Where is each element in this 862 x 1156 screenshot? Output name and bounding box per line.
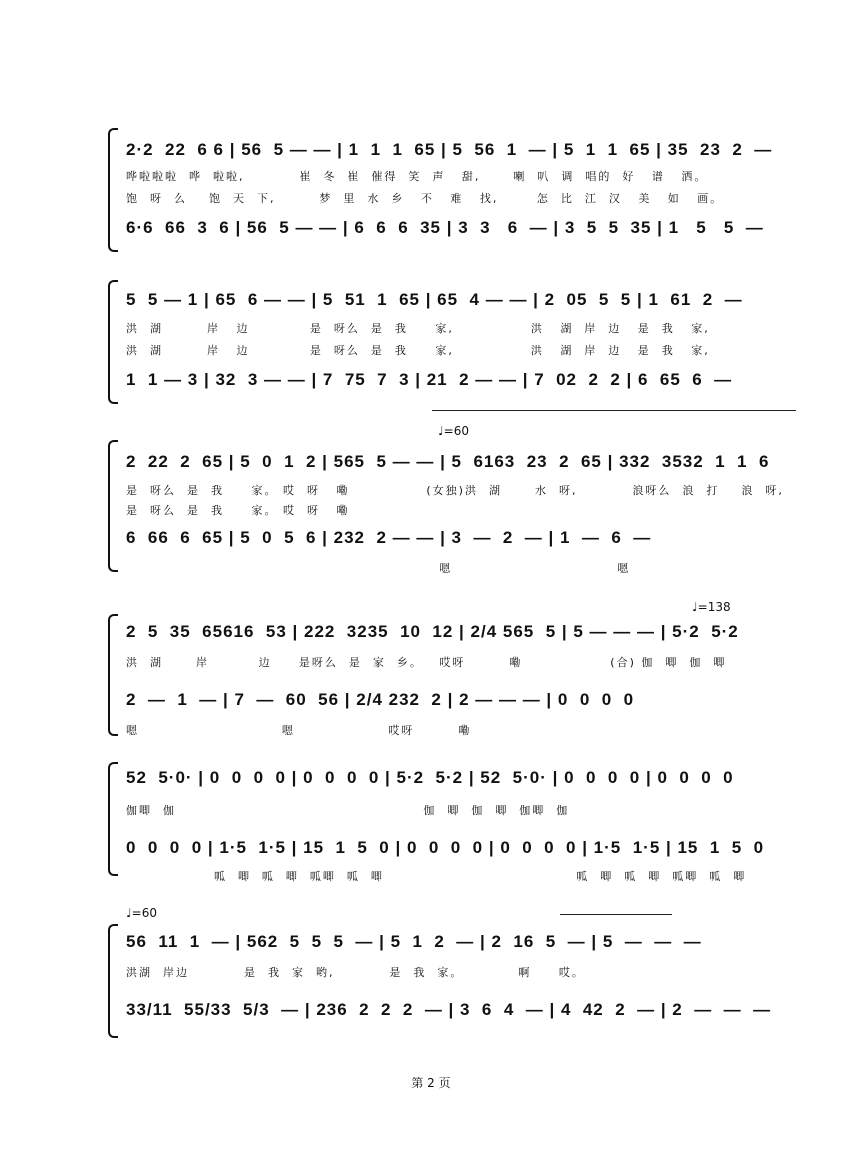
lyric-line-1: 洪 湖 岸 边 是 呀么 是 我 家, 洪 湖 岸 边 是 我 家, [126, 322, 710, 335]
score-system-1 [108, 128, 788, 250]
score-system-5 [108, 762, 788, 892]
system-brace [108, 614, 118, 736]
lower-voice-line: 6 66 6 65 | 5 0 5 6 | 232 2 — — | 3 — 2 — | 1 — 6 — [126, 528, 652, 547]
lower-voice-line: 0 0 0 0 | 1·5 1·5 | 15 1 5 0 | 0 0 0 0 | 0 0 0 0 | 1·5 1·5 | 15 1 5 0 [126, 838, 765, 857]
tempo-mark: ♩=60 [126, 906, 157, 920]
tempo-mark: ♩=138 [692, 600, 731, 614]
score-system-6 [108, 924, 788, 1044]
lyric-line-1: 是 呀么 是 我 家。 哎 呀 嘞 (女独)洪 湖 水 呀, 浪呀么 浪 打 浪 呀, [126, 484, 784, 497]
system-brace [108, 280, 118, 404]
system-brace [108, 924, 118, 1038]
section-line [432, 410, 796, 411]
lyric-line-1: 哗啦啦啦 哗 啦啦, 崔 冬 崔 催得 笑 声 甜, 喇 叭 调 唱的 好 谱 洒。 [126, 170, 708, 183]
lyric-line-3: 呱 唧 呱 唧 呱唧 呱 唧 呱 唧 呱 唧 呱唧 呱 唧 [126, 870, 747, 883]
tempo-mark: ♩=60 [438, 424, 469, 438]
page-number: 第 2 页 [411, 1076, 451, 1090]
score-system-3 [108, 440, 788, 588]
lyric-line-1: 洪湖 岸边 是 我 家 哟, 是 我 家。 啊 哎。 [126, 966, 585, 979]
lyric-line-3: 嗯 嗯 哎呀 嘞 [126, 724, 472, 737]
upper-voice-line: 2 22 2 65 | 5 0 1 2 | 565 5 — — | 5 6163 23 2 65 | 332 3532 1 1 6 [126, 452, 770, 471]
upper-voice-line: 52 5·0· | 0 0 0 0 | 0 0 0 0 | 5·2 5·2 | 52 5·0· | 0 0 0 0 | 0 0 0 0 [126, 768, 734, 787]
upper-voice-line: 56 11 1 — | 562 5 5 5 — | 5 1 2 — | 2 16 5 — | 5 — — — [126, 932, 702, 951]
lyric-line-1: 伽唧 伽 伽 唧 伽 唧 伽唧 伽 [126, 804, 570, 817]
lyric-line-2: 饱 呀 么 饱 天 下, 梦 里 水 乡 不 难 找, 怎 比 江 汉 美 如 画。 [126, 192, 724, 205]
lyric-line-1: 洪 湖 岸 边 是呀么 是 家 乡。 哎呀 嘞 (合) 伽 唧 伽 唧 [126, 656, 727, 669]
lower-voice-line: 2 — 1 — | 7 — 60 56 | 2/4 232 2 | 2 — — — | 0 0 0 0 [126, 690, 635, 709]
score-system-2 [108, 280, 788, 402]
lyric-line-2: 洪 湖 岸 边 是 呀么 是 我 家, 洪 湖 岸 边 是 我 家, [126, 344, 710, 357]
upper-voice-line: 5 5 — 1 | 65 6 — — | 5 51 1 65 | 65 4 — — | 2 05 5 5 | 1 61 2 — [126, 290, 743, 309]
score-system-4 [108, 614, 788, 744]
lower-voice-line: 1 1 — 3 | 32 3 — — | 7 75 7 3 | 21 2 — — | 7 02 2 2 | 6 65 6 — [126, 370, 733, 389]
system-brace [108, 440, 118, 572]
upper-voice-line: 2 5 35 65616 53 | 222 3235 10 12 | 2/4 565 5 | 5 — — — | 5·2 5·2 [126, 622, 739, 641]
lyric-line-3: 嗯 嗯 [126, 562, 631, 575]
lower-voice-line: 33/11 55/33 5/3 — | 236 2 2 2 — | 3 6 4 — | 4 42 2 — | 2 — — — [126, 1000, 772, 1019]
crescendo-line [560, 914, 672, 915]
lower-voice-line: 6·6 66 3 6 | 56 5 — — | 6 6 6 35 | 3 3 6 — | 3 5 5 35 | 1 5 5 — [126, 218, 764, 237]
upper-voice-line: 2·2 22 6 6 | 56 5 — — | 1 1 1 65 | 5 56 1 — | 5 1 1 65 | 35 23 2 — [126, 140, 773, 159]
lyric-line-2: 是 呀么 是 我 家。 哎 呀 嘞 [126, 504, 350, 517]
system-brace [108, 762, 118, 876]
system-brace [108, 128, 118, 252]
